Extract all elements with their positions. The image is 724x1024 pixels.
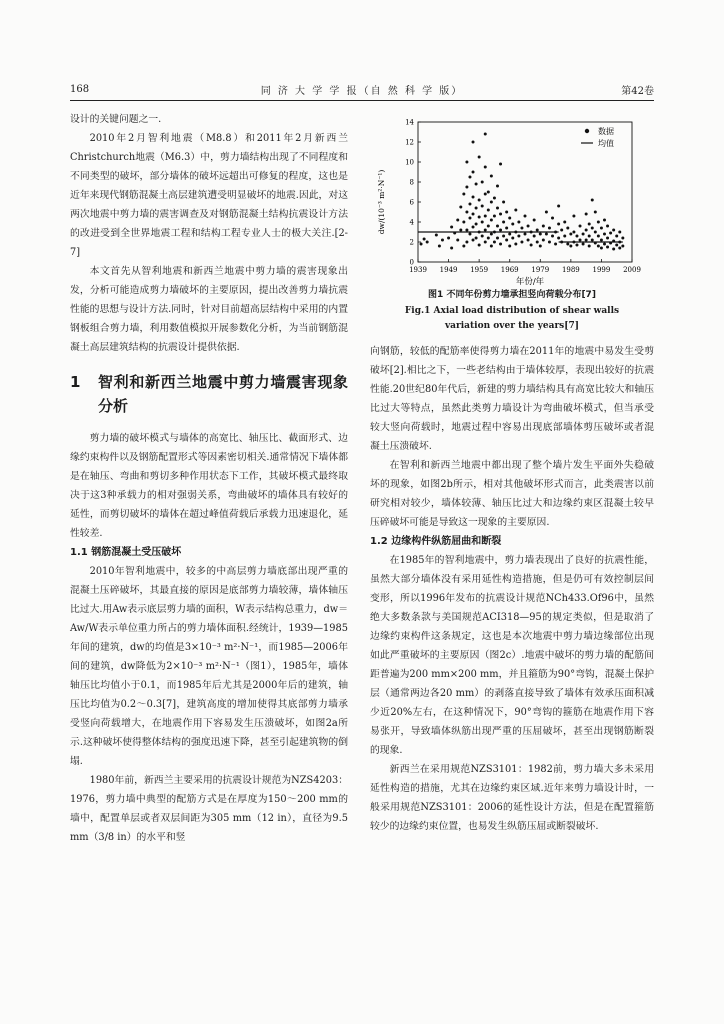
caption-en-line-2: variation over the years[7] [444, 321, 580, 331]
section-title: 智利和新西兰地震中剪力墙震害现象分析 [98, 373, 348, 415]
y-tick-label: 0 [409, 258, 414, 267]
data-point [478, 156, 481, 159]
data-point [517, 221, 520, 224]
data-point [566, 227, 569, 230]
data-point [468, 233, 471, 236]
data-point [594, 231, 597, 234]
data-point [462, 221, 465, 224]
x-tick-label: 1959 [470, 266, 489, 274]
x-tick-label: 1979 [531, 266, 550, 274]
y-tick-label: 12 [405, 138, 414, 147]
data-point [575, 235, 578, 238]
data-point [456, 239, 459, 242]
data-point [508, 217, 511, 220]
data-point [557, 223, 560, 226]
data-point [533, 235, 536, 238]
data-point [612, 248, 615, 251]
data-point [465, 229, 468, 232]
data-point [600, 239, 603, 242]
data-point [520, 241, 523, 244]
data-point [502, 221, 505, 224]
data-point [511, 223, 514, 226]
data-point [606, 237, 609, 240]
data-point [496, 185, 499, 188]
figure-1 [370, 112, 654, 340]
data-point [566, 243, 569, 246]
data-point [502, 235, 505, 238]
figure-caption-en [370, 304, 654, 334]
y-tick-label: 8 [409, 178, 414, 187]
data-point [496, 225, 499, 228]
data-point [585, 229, 588, 232]
data-point [554, 243, 557, 246]
data-point [548, 227, 551, 230]
data-point [487, 225, 490, 228]
scatter-chart [370, 112, 654, 288]
data-point [423, 238, 426, 241]
paragraph: 2010年智利地震中，较多的中高层剪力墙底部出现严重的混凝土压碎破坏，其最直接的原因是底部剪力墙较薄，墙体轴压比过大.用Aw表示底层剪力墙的面积，W表示结构总重力，dw＝Aw/W表示单位重力所占的剪力墙体面积.经统计，1939—1985年间的建筑，dw的均值是3×10⁻³ m²·N⁻¹，而1985—2006年间的建筑，dw降低为2×10⁻³ m²·N⁻¹（图1），1985年，墙体轴压比均值小于0.1，而1985年后尤其是2000年后的建筑，轴压比均值为0.2～0.3[7]，建筑高度的增加使得其底部剪力墙承受竖向荷载增大，在地震作用下容易发生压溃破坏，如图2a所示.这种破坏使得整体结构的强度迅速下降，甚至引起建筑物的倒塌. [70, 566, 348, 767]
data-point [600, 227, 603, 230]
data-point [545, 233, 548, 236]
data-point [420, 243, 423, 246]
data-point [438, 245, 441, 248]
data-point [563, 221, 566, 224]
y-tick-label: 2 [409, 238, 414, 247]
data-point [585, 213, 588, 216]
data-point [499, 213, 502, 216]
section-number: 1 [70, 373, 81, 391]
data-point [465, 186, 468, 189]
data-point [551, 235, 554, 238]
y-tick-label: 4 [409, 218, 414, 227]
data-point [493, 215, 496, 218]
data-point [591, 227, 594, 230]
data-point [481, 221, 484, 224]
data-point [524, 233, 527, 236]
caption-en-line-1: Fig.1 Axial load distribution of shear walls [404, 306, 620, 316]
data-point [475, 237, 478, 240]
data-point [450, 247, 453, 250]
page-header [70, 82, 654, 98]
data-point [484, 229, 487, 232]
data-point [530, 244, 533, 247]
data-point [426, 241, 429, 244]
data-point [588, 245, 591, 248]
data-point [572, 231, 575, 234]
x-tick-label: 1999 [592, 266, 611, 274]
data-point [447, 237, 450, 240]
subsection-heading: 1.1 钢筋混凝土受压破坏 [70, 547, 182, 558]
x-tick-label: 2009 [623, 266, 641, 274]
paragraph: 在1985年的智利地震中，剪力墙表现出了良好的抗震性能，虽然大部分墙体没有采用延性构造措施，但是仍可有效控制层间变形，所以1996年发布的抗震设计规范NCh433.Of96中，虽然绝大多数条款与美国规范ACI318—95的规定类似，但是取消了边缘约束构件这条规定，这也是本次地震中剪力墙边缘部位出现如此严重破坏的主要原因（图2c）.地震中破坏的剪力墙的配筋间距普遍为200 mm×200 mm，并且箍筋为90°弯钩，混凝土保护层（通常两边各20 mm）的剥落直接导致了墙体有效承压面积减少近20%左右，在这种情况下，90°弯钩的箍筋在地震作用下容易张开，导致墙体纵筋出现严重的压屈破坏，甚至出现钢筋断裂的现象. [370, 555, 654, 756]
data-point [612, 229, 615, 232]
legend-marker-data [585, 129, 589, 133]
paragraph: 剪力墙的破坏模式与墙体的高宽比、轴压比、截面形式、边缘约束构件以及钢筋配置形式等因素密切相关.通常情况下墙体都是在轴压、弯曲和剪切多种作用状态下工作，其破坏模式最终取决于这3种承载力的相对强弱关系，弯曲破坏的墙体具有较好的延性，而剪切破坏的墙体在超过峰值荷载后承载力迅速退化，延性较差. [70, 433, 348, 539]
data-point [579, 225, 582, 228]
data-point [441, 239, 444, 242]
data-point [609, 232, 612, 235]
data-point [478, 216, 481, 219]
data-point [465, 211, 468, 214]
data-point [496, 207, 499, 210]
data-point [582, 233, 585, 236]
data-point [514, 209, 517, 212]
data-point [588, 223, 591, 226]
data-point [490, 245, 493, 248]
data-point [484, 166, 487, 169]
data-point [487, 209, 490, 212]
data-point [490, 201, 493, 204]
data-point [569, 233, 572, 236]
figure-caption-cn: 图1 不同年份剪力墙承担竖向荷载分布[7] [428, 290, 596, 300]
data-point [539, 233, 542, 236]
data-point [545, 211, 548, 214]
data-point [603, 243, 606, 246]
data-point [475, 183, 478, 186]
data-point [514, 243, 517, 246]
data-point [563, 235, 566, 238]
data-point [475, 207, 478, 210]
data-point [585, 239, 588, 242]
data-point [505, 227, 508, 230]
data-point [606, 246, 609, 249]
data-point [472, 226, 475, 229]
data-point [484, 133, 487, 136]
paragraph: 新西兰在采用规范NZS3101：1982前，剪力墙大多未采用延性构造的措施，尤其在边缘约束区域.近年来剪力墙设计时，一般采用规范NZS3101：2006的延性设计方法，但是在配置箍筋较少的边缘约束位置，也易发生纵筋压屈或断裂破坏. [370, 764, 654, 832]
data-point [588, 235, 591, 238]
data-point [621, 245, 624, 248]
data-point [539, 245, 542, 248]
data-point [484, 241, 487, 244]
page-number: 168 [70, 84, 90, 95]
data-point [557, 237, 560, 240]
data-point [548, 241, 551, 244]
data-point [472, 239, 475, 242]
data-point [536, 241, 539, 244]
data-point [551, 217, 554, 220]
data-point [520, 227, 523, 230]
data-point [508, 245, 511, 248]
x-tick-label: 1989 [561, 266, 580, 274]
chart-legend [581, 126, 614, 148]
data-point [456, 219, 459, 222]
data-point [505, 239, 508, 242]
paragraph: 在智利和新西兰地震中都出现了整个墙片发生平面外失稳破坏的现象，如图2b所示，相对其他破坏形式而言，此类震害以前研究相对较少，墙体较薄、轴压比过大和边缘约束区混凝土较早压碎破坏可能是导致这一现象的主要原因. [370, 460, 654, 528]
data-point [481, 205, 484, 208]
data-point [557, 205, 560, 208]
data-point [472, 141, 475, 144]
legend-label-mean: 均值 [598, 139, 614, 148]
x-axis-label: 年份/年 [515, 277, 545, 287]
data-point [478, 199, 481, 202]
data-point [450, 226, 453, 229]
data-point [572, 215, 575, 218]
data-point [481, 181, 484, 184]
y-tick-label: 6 [409, 198, 414, 207]
data-point [459, 206, 462, 209]
data-point [527, 239, 530, 242]
data-point [435, 234, 438, 237]
data-point [542, 239, 545, 242]
data-point [517, 235, 520, 238]
data-point [575, 244, 578, 247]
data-point [621, 237, 624, 240]
data-point [524, 215, 527, 218]
data-point [465, 241, 468, 244]
data-point [591, 199, 594, 202]
data-point [465, 161, 468, 164]
data-point [459, 229, 462, 232]
left-column [70, 110, 348, 847]
data-point [484, 193, 487, 196]
data-point [468, 217, 471, 220]
data-point [597, 221, 600, 224]
data-point [499, 163, 502, 166]
legend-label-data: 数据 [598, 127, 614, 136]
section-heading [70, 370, 348, 418]
x-tick-label: 1969 [500, 266, 519, 274]
data-point [542, 225, 545, 228]
data-point [597, 245, 600, 248]
subsection-heading: 1.2 边缘构件纵筋屈曲和断裂 [370, 536, 502, 547]
paragraph: 向钢筋，较低的配筋率使得剪力墙在2011年的地震中易发生受剪破坏[2].相比之下，一些老结构由于墙体较厚，表现出较好的抗震性能.20世纪80年代后，新建的剪力墙结构具有高宽比较大和轴压比过大等特点，虽然此类剪力墙设计为弯曲破坏模式，但当承受较大竖向荷载时，地震过程中容易出现底部墙体剪压破坏或者混凝土压溃破坏. [370, 346, 654, 452]
journal-title: 同 济 大 学 学 报（自 然 科 学 版） [260, 86, 464, 97]
x-tick-label: 1949 [439, 266, 458, 274]
data-point [560, 229, 563, 232]
data-point [511, 237, 514, 240]
data-point [615, 244, 618, 247]
data-point [618, 247, 621, 250]
data-point [508, 233, 511, 236]
data-point [490, 219, 493, 222]
data-point [472, 213, 475, 216]
paragraph: 设计的关键问题之一. [70, 114, 162, 125]
data-point [618, 231, 621, 234]
header-rule [70, 100, 654, 101]
data-point [591, 239, 594, 242]
data-point [484, 215, 487, 218]
volume-label: 第42卷 [621, 86, 654, 97]
data-point [597, 235, 600, 238]
data-point [569, 245, 572, 248]
data-point [481, 235, 484, 238]
data-point [493, 241, 496, 244]
data-point [502, 201, 505, 204]
data-point [490, 233, 493, 236]
data-point [505, 211, 508, 214]
data-point [579, 239, 582, 242]
y-tick-label: 14 [405, 118, 414, 127]
data-point [536, 229, 539, 232]
data-point [462, 245, 465, 248]
data-point [606, 225, 609, 228]
data-point [490, 175, 493, 178]
right-column [370, 342, 654, 836]
data-point [472, 171, 475, 174]
data-point [603, 219, 606, 222]
y-tick-label: 10 [405, 158, 414, 167]
paragraph: 1980年前，新西兰主要采用的抗震设计规范为NZS4203：1976，剪力墙中典型的配筋方式是在厚度为150～200 mm的墙中，配置单层或者双层间距为305 mm（12 in），直径为9.5 mm（3/8 in）的水平和竖 [70, 775, 348, 843]
data-point [499, 229, 502, 232]
data-point [582, 243, 585, 246]
data-point [487, 237, 490, 240]
data-point [462, 193, 465, 196]
paragraph: 2010年2月智利地震（M8.8）和2011年2月新西兰Christchurch地震（M6.3）中，剪力墙结构出现了不同程度和不同类型的破坏，部分墙体的破坏远超出可修复的程度，这也是近年来现代钢筋混凝土高层建筑遭受明显破坏的地震.因此，对这两次地震中剪力墙的震害调查及对钢筋混凝土结构抗震设计方法的改进受到全世界地震工程和结构工程专业人士的极大关注.[2-7] [70, 133, 348, 258]
data-point [615, 235, 618, 238]
data-point [468, 176, 471, 179]
data-point [603, 233, 606, 236]
data-point [496, 237, 499, 240]
data-point [493, 197, 496, 200]
data-point [478, 244, 481, 247]
data-point [499, 243, 502, 246]
y-axis-label: dw/(10⁻³ m²·N⁻¹) [377, 169, 386, 235]
paragraph: 本文首先从智利地震和新西兰地震中剪力墙的震害现象出发，分析可能造成剪力墙破坏的主要原因，提出改善剪力墙抗震性能的思想与设计方法.同时，针对目前超高层结构中采用的内置钢板组合剪力墙，利用数值模拟开展参数化分析，为当前钢筋混凝土高层建筑结构的抗震设计提供依据. [70, 266, 348, 353]
data-point [533, 219, 536, 222]
data-point [487, 191, 490, 194]
chart-points [420, 133, 625, 251]
data-point [527, 225, 530, 228]
data-point [594, 211, 597, 214]
data-point [600, 247, 603, 250]
data-point [472, 196, 475, 199]
data-point [475, 223, 478, 226]
x-tick-label: 1939 [409, 266, 427, 274]
data-point [468, 203, 471, 206]
